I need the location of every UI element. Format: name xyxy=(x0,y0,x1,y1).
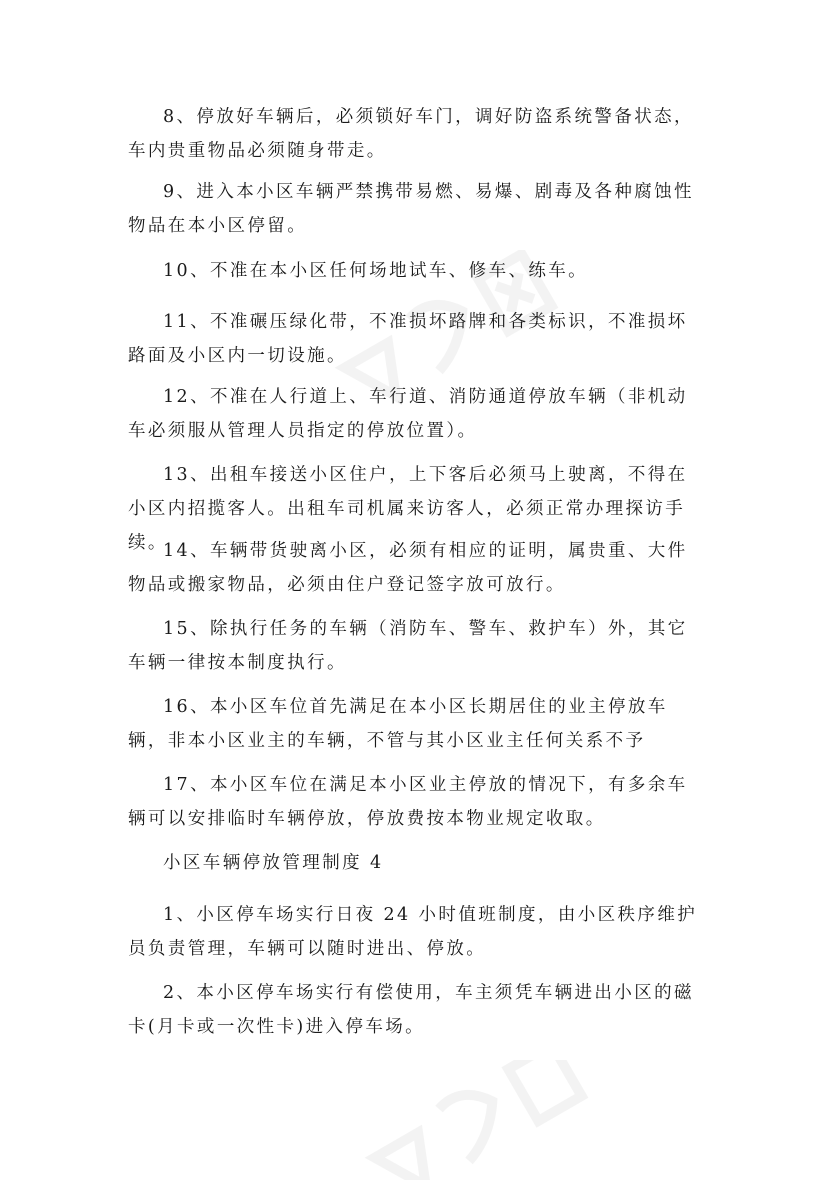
paragraph-17: 17、本小区车位在满足本小区业主停放的情况下，有多余车辆可以安排临时车辆停放，停放费按本物业规定收取。 xyxy=(128,775,688,829)
watermark-icon xyxy=(330,1060,630,1180)
paragraph-10: 10、不准在本小区任何场地试车、修车、练车。 xyxy=(163,261,589,281)
paragraph-rule-2: 2、本小区停车场实行有偿使用，车主须凭车辆进出小区的磁卡(月卡或一次性卡)进入停车场。 xyxy=(128,983,694,1037)
paragraph-13: 13、出租车接送小区住户，上下客后必须马上驶离，不得在小区内招揽客人。出租车司机属来访客人，必须正常办理探访手续。 xyxy=(128,465,688,553)
paragraph-12: 12、不准在人行道上、车行道、消防通道停放车辆（非机动车必须服从管理人员指定的停放位置）。 xyxy=(128,387,688,441)
paragraph-rule-1: 1、小区停车场实行日夜 24 小时值班制度，由小区秩序维护员负责管理，车辆可以随时进出、停放。 xyxy=(128,905,698,959)
paragraph-8: 8、停放好车辆后，必须锁好车门，调好防盗系统警备状态，车内贵重物品必须随身带走。 xyxy=(128,107,694,161)
paragraph-9: 9、进入本小区车辆严禁携带易燃、易爆、剧毒及各种腐蚀性物品在本小区停留。 xyxy=(128,182,694,236)
paragraph-14: 14、车辆带货驶离小区，必须有相应的证明，属贵重、大件物品或搬家物品，必须由住户登记签字放可放行。 xyxy=(128,541,688,595)
paragraph-15: 15、除执行任务的车辆（消防车、警车、救护车）外，其它车辆一律按本制度执行。 xyxy=(128,619,688,673)
section-heading: 小区车辆停放管理制度 4 xyxy=(163,853,384,873)
paragraph-11: 11、不准碾压绿化带，不准损坏路牌和各类标识，不准损坏路面及小区内一切设施。 xyxy=(128,312,688,366)
paragraph-16: 16、本小区车位首先满足在本小区长期居住的业主停放车辆，非本小区业主的车辆，不管与其小区业主任何关系不予 xyxy=(128,697,668,751)
